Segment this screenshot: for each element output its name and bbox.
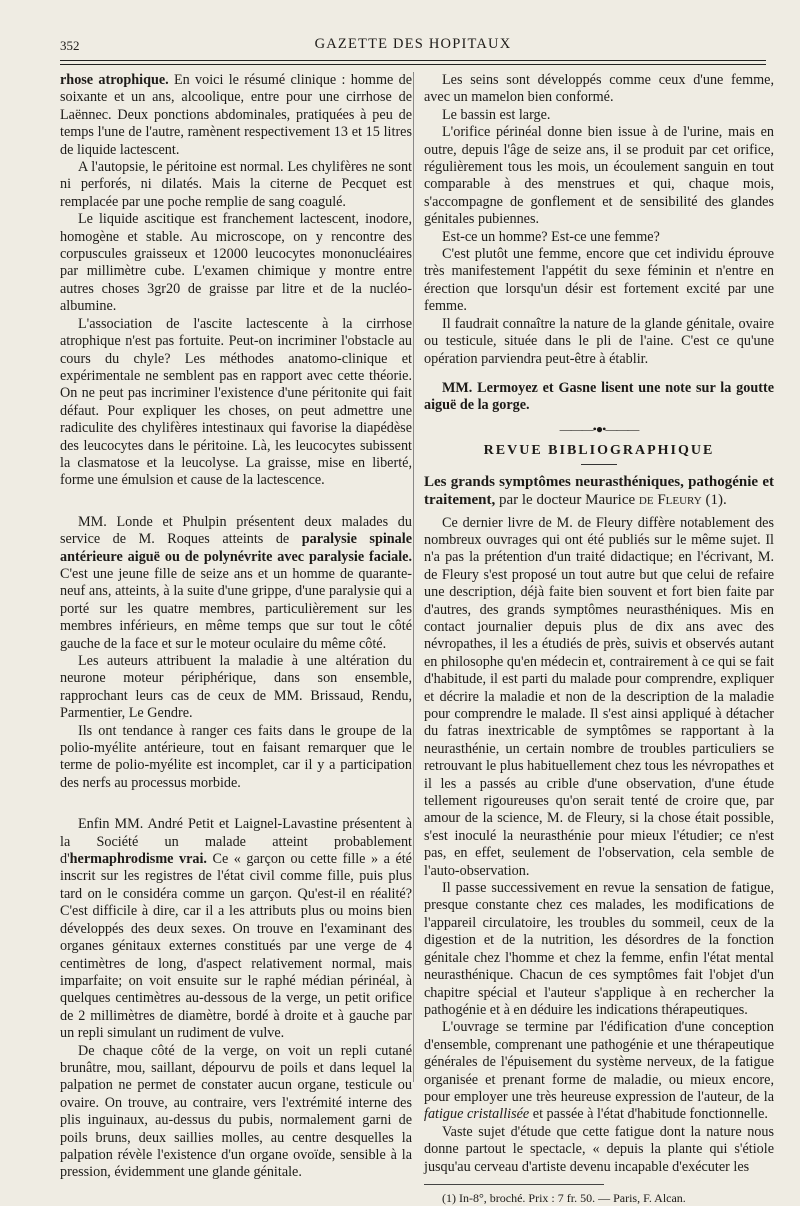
bold-run: rhose atrophique. [60,72,169,88]
text-run: MM. Londe et Phulpin présentent deux malades du service de M. Roques atteints de [60,513,412,548]
journal-title: GAZETTE DES HOPITAUX [314,36,512,52]
header-rule-double [60,64,766,65]
paragraph: Vaste sujet d'étude que cette fatigue dont la nature nous donne partout le spectacle, « depuis la plante qui s'étiole jusqu'au cerveau d'artiste devenu incapable d'exécuter les [424,1123,774,1175]
right-column [424,72,774,1206]
paragraph: Ils ont tendance à ranger ces faits dans le groupe de la polio-myélite antérieure, tout en faisant remarquer que le terme de polio-myélite est incomplet, car il y a participation des nerfs au processus morbide. [60,722,412,791]
paragraph: Est-ce un homme? Est-ce une femme? [442,228,660,245]
footnote-ref: (1). [701,491,727,508]
paragraph [60,72,412,159]
text-run: Enfin MM. André Petit et Laignel-Lavastine présentent à la Société un malade atteint probablement d' [60,816,412,868]
italic-run: fatigue cristallisée [424,1106,530,1123]
paragraph [60,514,412,653]
section-title: REVUE BIBLIOGRAPHIQUE [483,443,715,459]
paragraph: Les auteurs attribuent la maladie à une altération du neurone moteur périphérique, dans son ensemble, rapprochant leurs cas de ceux de MM. Brissaud, Rendu, Parmentier, Le Gendre. [60,653,412,722]
text-run: C'est une jeune fille de seize ans et un homme de quarante-neuf ans, atteints, à la suite d'une grippe, d'une paralysie qui a porté sur les quatre membres, particulièrement sur les membres inférieurs, en même temps que sur tout le côté gauche de la face et sur le moteur oculaire du même côté. [60,565,412,652]
author-name: de Fleury [638,491,702,508]
paragraph: Les seins sont développés comme ceux d'une femme, avec un mamelon bien conformé. [424,72,774,106]
paragraph: C'est plutôt une femme, encore que cet individu éprouve très manifestement l'appétit du sexe féminin et n'entre en érection que lorsqu'un désir est fortement excité par une femme. [424,246,774,315]
paragraph [424,1019,774,1123]
paragraph: Le bassin est large. [442,106,551,123]
paragraph: MM. Lermoyez et Gasne lisent une note sur la goutte aiguë de la gorge. [424,379,774,414]
text-run: Ce « garçon ou cette fille » a été inscrit sur les registres de l'état civil comme fille, puis plus tard on le considéra comme un garçon. Qu'est-il en réalité? C'est difficile à dire, car il a les attributs plus ou moins bien développés des deux sexes. On trouve en l'examinant des organes génitaux externes constitués par une verge de 4 centimètres de long, d'aspect relativement normal, mais imparfaite; on voit ensuite sur le raphé médian périnéal, à quelques centimètres au-dessous de la verge, un petit orifice de 2 millimètres de diamètre, bordé à droite et à gauche par un repli simulant un rudiment de vulve. [60,851,412,1042]
bold-run: hermaphrodisme vrai. [69,851,207,868]
bold-run: paralysie spinale antérieure aiguë ou de polynévrite avec paralysie faciale. [60,531,413,565]
footnote: (1) In-8°, broché. Prix : 7 fr. 50. — Paris, F. Alcan. [442,1190,686,1205]
paragraph: A l'autopsie, le péritoine est normal. Les chylifères ne sont ni perforés, ni dilatés. Mais la citerne de Pecquet est remplacée par une poche remplie de sang coagulé. [60,159,412,210]
section-rule [581,464,617,465]
page-number: 352 [60,38,80,53]
text-run: et passée à l'état d'habitude fonctionnelle. [529,1106,768,1123]
paragraph: L'orifice périnéal donne bien issue à de l'urine, mais en outre, depuis l'âge de seize ans, il se produit par cet orifice, régulièrement tous les mois, un écoulement sanguin en tout comparable à des menstrues et qui, chaque mois, s'accompagne de gonflement et de sensibilité des glandes génitales pubiennes. [424,124,774,228]
author-run: par le docteur Maurice [495,491,639,508]
text-run: En voici le résumé clinique : homme de soixante et un ans, alcoolique, entre pour une cirrhose de Laënnec. Deux ponctions abdominales, pratiquées à peu de temps l'une de l'autre, ramènent respectivement 13 et 15 litres de liquide lactescent. [60,72,412,158]
footnote-rule [424,1184,604,1185]
paragraph: Il faudrait connaître la nature de la glande génitale, ovaire ou testicule, située dans le pli de l'aine. C'est ce qu'une opération parviendra peut-être à établir. [424,315,774,367]
column-separator [413,72,414,1082]
paragraph: L'association de l'ascite lactescente à la cirrhose atrophique n'est pas fortuite. Peut-on incriminer l'obstacle au cours du chyle? Les méthodes anatomo-clinique et expérimentale ne semblent pas en rapport avec cette théorie. On ne peut pas incriminer l'existence d'une péritonite qui fait défaut. Pour expliquer les choses, on peut admettre une radiculite des chylifères intestinaux qui favorise la diapédèse des leucocytes dans le péritoine. Là, les leucocytes subissent la clasmatose et la leucolyse. La graisse, mise en liberté, forme une émulsion et cause de la lactescence. [60,315,412,489]
page-header [60,36,766,58]
book-title [424,473,774,509]
paragraph: Ce dernier livre de M. de Fleury diffère notablement des nombreux ouvrages qui ont été publiés sur le même sujet. Il n'a pas la prétention d'un traité didactique; en l'écrivant, M. de Fleury s'est proposé un tout autre but que celui de refaire une description, déjà faite bien souvent et fort bien faite par d'autres, des grands symptômes neurasthéniques. Mis en contact journalier depuis plus de dix ans avec des névropathes, il les a étudiés de près, suivis et observés autant en philosophe qu'en médecin et, contrairement à ce qui se fait d'habitude, il est parti du malade pour comprendre, expliquer et décrire la maladie et non de la description de la maladie pour comprendre le malade. Il s'est ainsi appliqué à détacher du fatras inextricable de symptômes se rapportant à la neurasthénie, un certain nombre de troubles particuliers se retrouvant le plus habituellement chez tous les névropathes et il les a passés au crible d'une observation, d'une étude tellement rigoureuses qu'on serait tenté de croire que, par amour de la science, M. de Fleury, si la chose était possible, s'est inoculé la neurasthénie pour mieux l'étudier; ce n'est pas, en effet, seulement de l'observation, cela semble de l'auto-observation. [424,514,774,879]
paragraph: Il passe successivement en revue la sensation de fatigue, presque constante chez ces malades, les modifications de l'appareil circulatoire, les troubles du sommeil, ceux de la digestion et de la nutrition, les désordres de la fonction génitale chez l'homme et chez la femme, enfin l'état mental neurasthénique. Chacun de ces symptômes fait l'objet d'un chapitre spécial et l'auteur s'applique à en rechercher la pathogénie et à en déduire les indications thérapeutiques. [424,880,774,1018]
ornamental-divider: ———•●•——— [559,421,639,436]
header-rule [60,60,766,61]
left-column [60,72,412,1182]
paragraph: De chaque côté de la verge, on voit un repli cutané brunâtre, mou, saillant, dépourvu de poils et dans lequel la palpation ne permet de constater aucun organe, testicule ou ovaire. On trouve, au contraire, vers l'extrémité interne des plis inguinaux, au-dessus du pubis, normalement garni de poils bruns, deux saillies molles, au centre desquelles la palpation révèle l'existence d'un organe ovoïde, sensible à la pression, évidemment une glande génitale. [60,1042,412,1181]
paragraph: Le liquide ascitique est franchement lactescent, inodore, homogène et stable. Au microscope, on y rencontre des corpuscules graisseux et 12000 leucocytes mononucléaires par millimètre cube. L'examen chimique y montre entre autres choses 3gr20 de graisse par litre et de la nucléo-albumine. [60,211,412,315]
title-run: Les grands symptômes neurasthéniques, pathogénie et traitement, [424,473,774,508]
text-run: L'ouvrage se termine par l'édification d'une conception d'ensemble, comprenant une pathogénie et une thérapeutique générales de l'épuisement du système nerveux, de la fatigue organisée et prenant forme de maladie, ou mieux encore, pour employer une très heureuse expression de l'auteur, de la [424,1019,774,1105]
paragraph [60,816,412,1042]
